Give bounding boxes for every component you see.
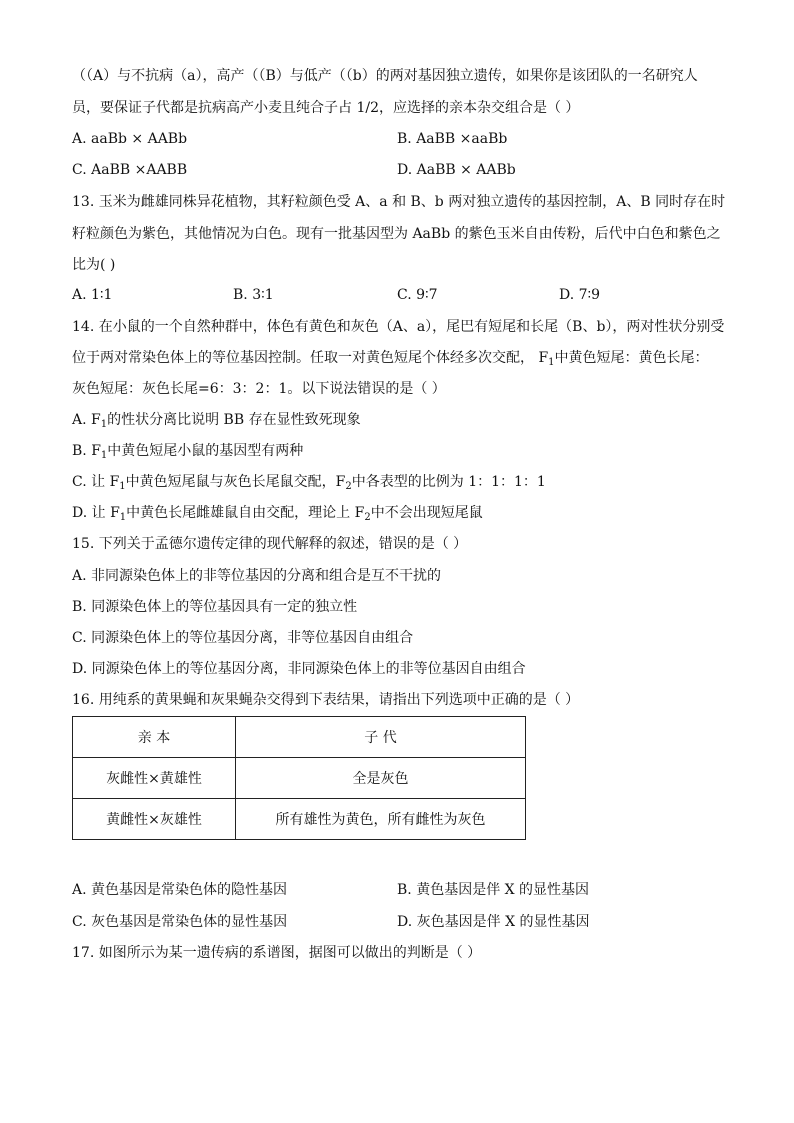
q13-option-a[interactable]: A. 1∶1 xyxy=(72,287,113,303)
q17-stem: 17. 如图所示为某一遗传病的系谱图，据图可以做出的判断是（ ） xyxy=(72,945,482,961)
q16-option-d[interactable]: D. 灰色基因是伴 X 的显性基因 xyxy=(397,914,590,930)
q14-option-c[interactable]: C. 让 $F_1$中黄色短尾鼠与灰色长尾鼠交配，$F_2$中各表型的比例为 1：1：1：1 xyxy=(72,474,546,492)
q13-option-d[interactable]: D. 7∶9 xyxy=(559,287,601,303)
q12-stem-line1: （（A）与不抗病（a），高产（（B）与低产（（b）的两对基因独立遗传，如果你是该团队的一名研究人 xyxy=(72,68,698,84)
q13-stem-line1: 13. 玉米为雌雄同株异花植物，其籽粒颜色受 A、a 和 B、b 两对独立遗传的基因控制，A、B 同时存在时 xyxy=(72,194,726,210)
table-cell: 灰雌性×黄雄性 xyxy=(73,758,236,799)
q14-option-b[interactable]: B. $F_1$中黄色短尾小鼠的基因型有两种 xyxy=(72,443,304,461)
q14-option-a[interactable]: A. $F_1$的性状分离比说明 BB 存在显性致死现象 xyxy=(72,412,361,430)
q13-option-b[interactable]: B. 3∶1 xyxy=(233,287,274,303)
q12-option-b[interactable]: B. AaBB ×aaBb xyxy=(397,131,508,147)
q12-option-a[interactable]: A. aaBb × AABb xyxy=(72,131,188,147)
q12-option-c[interactable]: C. AaBB ×AABB xyxy=(72,162,188,178)
table-cell: 所有雄性为黄色，所有雌性为灰色 xyxy=(236,799,526,840)
q16-stem: 16. 用纯系的黄果蝇和灰果蝇杂交得到下表结果，请指出下列选项中正确的是（ ） xyxy=(72,692,580,708)
q13-stem-line3: 比为( ) xyxy=(72,257,116,273)
q13-option-c[interactable]: C. 9∶7 xyxy=(397,287,438,303)
q16-option-c[interactable]: C. 灰色基因是常染色体的显性基因 xyxy=(72,914,288,930)
q12-option-d[interactable]: D. AaBB × AABb xyxy=(397,162,516,178)
table-row xyxy=(73,799,526,840)
q16-option-b[interactable]: B. 黄色基因是伴 X 的显性基因 xyxy=(397,882,590,898)
table-header-offspring: 子 代 xyxy=(236,717,526,758)
table-header-row xyxy=(73,717,526,758)
q14-option-d[interactable]: D. 让 $F_1$中黄色长尾雌雄鼠自由交配，理论上 $F_2$中不会出现短尾鼠 xyxy=(72,505,483,523)
table-row xyxy=(73,758,526,799)
q15-option-c[interactable]: C. 同源染色体上的等位基因分离，非等位基因自由组合 xyxy=(72,630,414,646)
table-cell: 全是灰色 xyxy=(236,758,526,799)
q15-option-d[interactable]: D. 同源染色体上的等位基因分离，非同源染色体上的非等位基因自由组合 xyxy=(72,661,526,677)
table-cell: 黄雌性×灰雄性 xyxy=(73,799,236,840)
q14-stem-line1: 14. 在小鼠的一个自然种群中，体色有黄色和灰色（A、a），尾巴有短尾和长尾（B、b），两对性状分别受 xyxy=(72,319,725,335)
q15-option-b[interactable]: B. 同源染色体上的等位基因具有一定的独立性 xyxy=(72,599,358,615)
q14-stem-line3: 灰色短尾：灰色长尾=6：3：2：1。以下说法错误的是（ ） xyxy=(72,381,446,397)
q16-cross-table xyxy=(72,716,526,840)
q14-stem-line2: 位于两对常染色体上的等位基因控制。任取一对黄色短尾个体经多次交配， $F_1$中黄色短尾：黄色长尾： xyxy=(72,350,709,368)
q13-stem-line2: 籽粒颜色为紫色，其他情况为白色。现有一批基因型为 AaBb 的紫色玉米自由传粉，后代中白色和紫色之 xyxy=(72,226,721,242)
table-header-parents: 亲 本 xyxy=(73,717,236,758)
q15-stem: 15. 下列关于孟德尔遗传定律的现代解释的叙述，错误的是（ ） xyxy=(72,536,468,552)
q16-option-a[interactable]: A. 黄色基因是常染色体的隐性基因 xyxy=(72,882,288,898)
q15-option-a[interactable]: A. 非同源染色体上的非等位基因的分离和组合是互不干扰的 xyxy=(72,568,442,584)
q12-stem-line2: 员，要保证子代都是抗病高产小麦且纯合子占 1/2，应选择的亲本杂交组合是（ ） xyxy=(72,100,580,116)
